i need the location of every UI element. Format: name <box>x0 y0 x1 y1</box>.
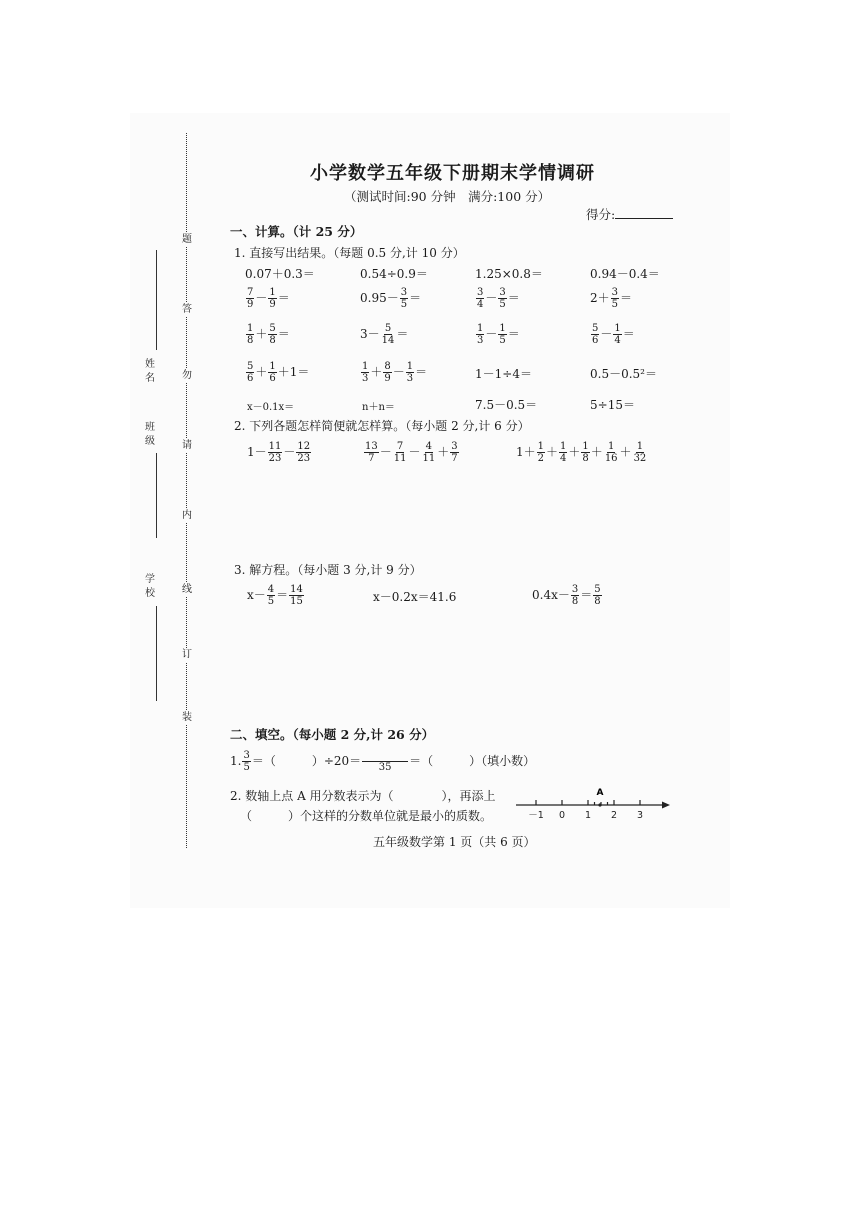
oral-item: 1－1÷4＝ <box>475 367 532 381</box>
oral-item: 0.07＋0.3＝ <box>245 267 315 281</box>
section-2-title: 二、填空。（每小题 2 分,计 26 分） <box>230 727 435 742</box>
seal-char: 请 <box>182 440 192 451</box>
oral-item: 3－ $\frac{5}{14}$ ＝ <box>360 323 409 346</box>
equation-item: x－ $\frac{4}{5}$ ＝ $\frac{14}{15}$ <box>247 584 303 607</box>
oral-item: 0.5－0.5²＝ <box>590 367 657 381</box>
oral-item: 0.95－ $\frac{3}{5}$ ＝ <box>360 287 422 310</box>
oral-item: 5÷15＝ <box>590 398 635 412</box>
equation-item: 0.4x－ $\frac{3}{8}$ ＝ $\frac{5}{8}$ <box>532 584 601 607</box>
oral-item: $\frac{5}{6}$ － $\frac{1}{4}$ ＝ <box>592 323 635 346</box>
oral-item: n＋n＝ <box>362 402 395 413</box>
school-blank[interactable] <box>156 606 157 701</box>
exam-sheet <box>130 113 730 908</box>
oral-item: $\frac{5}{6}$ ＋ $\frac{1}{6}$ ＋1＝ <box>247 361 310 384</box>
name-label: 姓名 <box>145 359 155 384</box>
fill-item-2-line-1: 2. 数轴上点 A 用分数表示为（ ），再添上 <box>230 789 496 803</box>
oral-item: $\frac{1}{3}$ － $\frac{1}{5}$ ＝ <box>477 323 520 346</box>
number-line-tick-label: 3 <box>636 810 644 821</box>
point-a-label: A <box>596 788 604 798</box>
simplify-item: 1－ $\frac{11}{23}$ － $\frac{12}{23}$ <box>247 441 311 464</box>
fill-item-1: 1. $\frac{3}{5}$ ＝（ ）÷20＝ 35 ＝（ ）（填小数） <box>230 750 536 773</box>
question-3-title: 3. 解方程。（每小题 3 分,计 9 分） <box>234 563 422 577</box>
number-line-tick-label: －1 <box>528 810 544 821</box>
seal-char: 答 <box>182 304 192 315</box>
class-label: 班级 <box>145 422 155 447</box>
oral-item: x－0.1x＝ <box>247 402 295 413</box>
name-blank[interactable] <box>156 250 157 350</box>
question-2-title: 2. 下列各题怎样简便就怎样算。（每小题 2 分,计 6 分） <box>234 419 530 433</box>
oral-item: $\frac{3}{4}$ － $\frac{3}{5}$ ＝ <box>477 287 520 310</box>
seal-char: 装 <box>182 712 192 723</box>
oral-item: 7.5－0.5＝ <box>475 398 538 412</box>
page-subtitle: （测试时间:90 分钟 满分:100 分） <box>344 189 551 204</box>
simplify-item: $\frac{13}{7}$ － $\frac{7}{11}$ － $\frac{4}{11}$ ＋ $\frac{3}{7}$ <box>365 441 458 464</box>
oral-item: $\frac{1}{3}$ ＋ $\frac{8}{9}$ － $\frac{1}{3}$ ＝ <box>362 361 428 384</box>
oral-item: $\frac{1}{8}$ ＋ $\frac{5}{8}$ ＝ <box>247 323 290 346</box>
page-title: 小学数学五年级下册期末学情调研 <box>310 163 595 184</box>
seal-char: 题 <box>182 234 192 245</box>
number-line-tick-label: 2 <box>610 810 618 821</box>
school-label: 学校 <box>145 574 155 599</box>
fill-item-2-line-2: （ ）个这样的分数单位就是最小的质数。 <box>240 809 493 823</box>
score-label: 得分: <box>586 205 673 223</box>
seal-char: 内 <box>182 510 192 521</box>
seal-char: 勿 <box>182 370 192 381</box>
score-blank[interactable] <box>615 218 673 219</box>
point-a-marker <box>598 803 601 806</box>
seal-char: 线 <box>182 584 192 595</box>
class-blank[interactable] <box>156 453 157 538</box>
oral-item: 1.25×0.8＝ <box>475 267 543 281</box>
number-line-tick-label: 1 <box>584 810 592 821</box>
section-1-title: 一、计算。（计 25 分） <box>230 224 363 239</box>
equation-item: x－0.2x＝41.6 <box>373 590 457 604</box>
oral-item: $\frac{7}{9}$ － $\frac{1}{9}$ ＝ <box>247 287 290 310</box>
number-line-tick-label: 0 <box>558 810 566 821</box>
oral-item: 2＋ $\frac{3}{5}$ ＝ <box>590 287 633 310</box>
page-footer: 五年级数学第 1 页（共 6 页） <box>373 835 536 849</box>
question-1-title: 1. 直接写出结果。（每题 0.5 分,计 10 分） <box>234 246 465 260</box>
simplify-item: 1＋ $\frac{1}{2}$ ＋ $\frac{1}{4}$ ＋ $\frac{1}{8}$ ＋ $\frac{1}{16}$ ＋ $\frac{1}{32}$ <box>516 441 647 464</box>
seal-char: 订 <box>182 649 192 660</box>
oral-item: 0.94－0.4＝ <box>590 267 660 281</box>
oral-item: 0.54÷0.9＝ <box>360 267 428 281</box>
number-line <box>514 785 674 825</box>
